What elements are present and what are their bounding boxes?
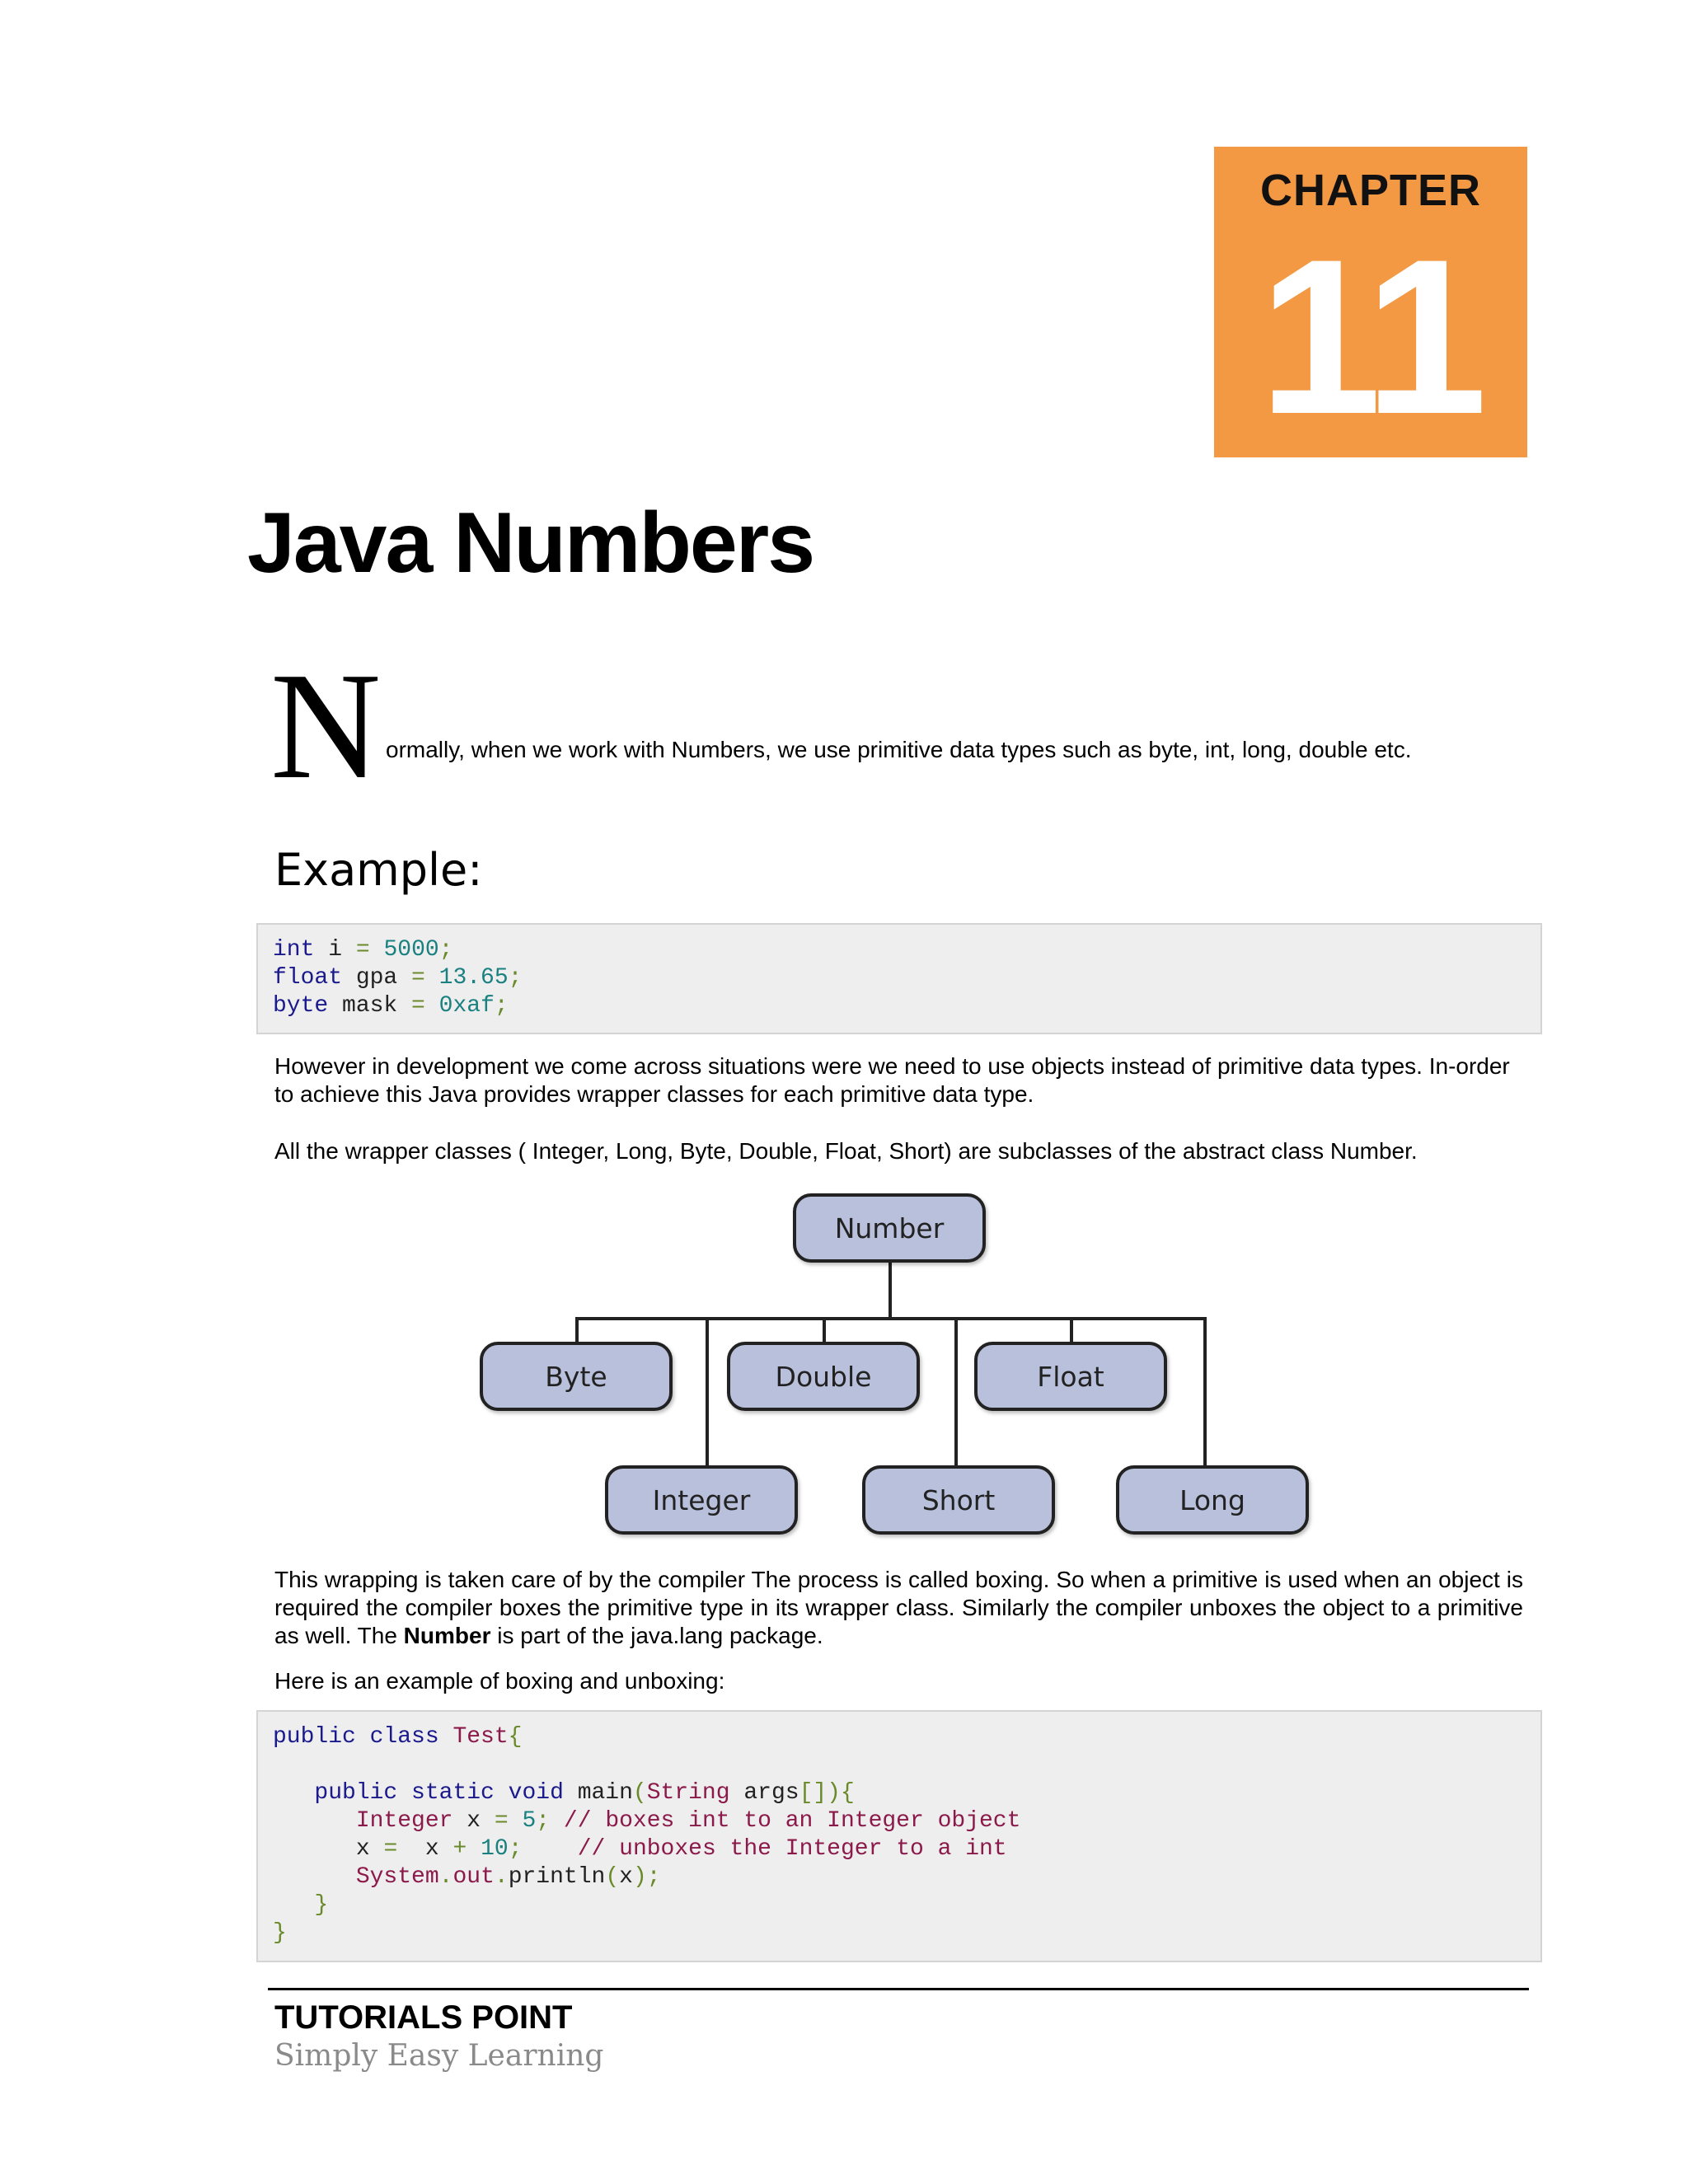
node-float: Float: [974, 1342, 1167, 1411]
code-block-boxing-example: public class Test{ public static void main(String args[]){ Integer x = 5; // boxes int to an Integer object x = x + 10; // unboxes the Integer to a int System.out.println(x); } }: [256, 1710, 1542, 1962]
page-title: Java Numbers: [247, 495, 814, 591]
paragraph-wrapper-intro: However in development we come across situations were we need to use objects instead of primitive data types. In-order to achieve this Java provides wrapper classes for each primitive data type.: [274, 1053, 1510, 1107]
intro-text: ormally, when we work with Numbers, we use primitive data types such as byte, int, long, double etc.: [386, 737, 1412, 762]
paragraph-boxing: This wrapping is taken care of by the compiler The process is called boxing. So when a primitive is used when an object is required the compiler boxes the primitive type in its wrapper class. Similarly the compiler unboxes the object to a primitive as well. The Number is part of the java.lang package.: [274, 1567, 1523, 1648]
footer-tagline: Simply Easy Learning: [274, 2039, 604, 2073]
connector-bus: [575, 1317, 1207, 1320]
number-keyword: Number: [403, 1623, 491, 1648]
connector-integer: [706, 1317, 709, 1474]
node-number: Number: [793, 1193, 986, 1263]
paragraph-subclasses: All the wrapper classes ( Integer, Long, Byte, Double, Float, Short) are subclasses of the abstract class Number.: [274, 1138, 1418, 1164]
connector-short: [954, 1317, 958, 1474]
code-block-variables: int i = 5000; float gpa = 13.65; byte mask = 0xaf;: [256, 923, 1542, 1034]
chapter-badge: [1214, 147, 1527, 460]
node-double: Double: [727, 1342, 920, 1411]
example-heading: Example:: [274, 844, 483, 896]
footer-brand: TUTORIALS POINT: [274, 1999, 573, 2036]
paragraph-example-intro: Here is an example of boxing and unboxing:: [274, 1668, 725, 1694]
chapter-number: 11: [1259, 213, 1483, 460]
connector-root: [889, 1261, 892, 1320]
node-long: Long: [1116, 1465, 1309, 1535]
node-byte: Byte: [480, 1342, 673, 1411]
footer-divider: [268, 1988, 1529, 1990]
node-integer: Integer: [605, 1465, 798, 1535]
drop-cap: N: [270, 641, 382, 811]
class-hierarchy-diagram: [478, 1187, 1327, 1549]
chapter-label: CHAPTER: [1259, 166, 1481, 215]
connector-long: [1203, 1317, 1207, 1474]
node-short: Short: [862, 1465, 1055, 1535]
